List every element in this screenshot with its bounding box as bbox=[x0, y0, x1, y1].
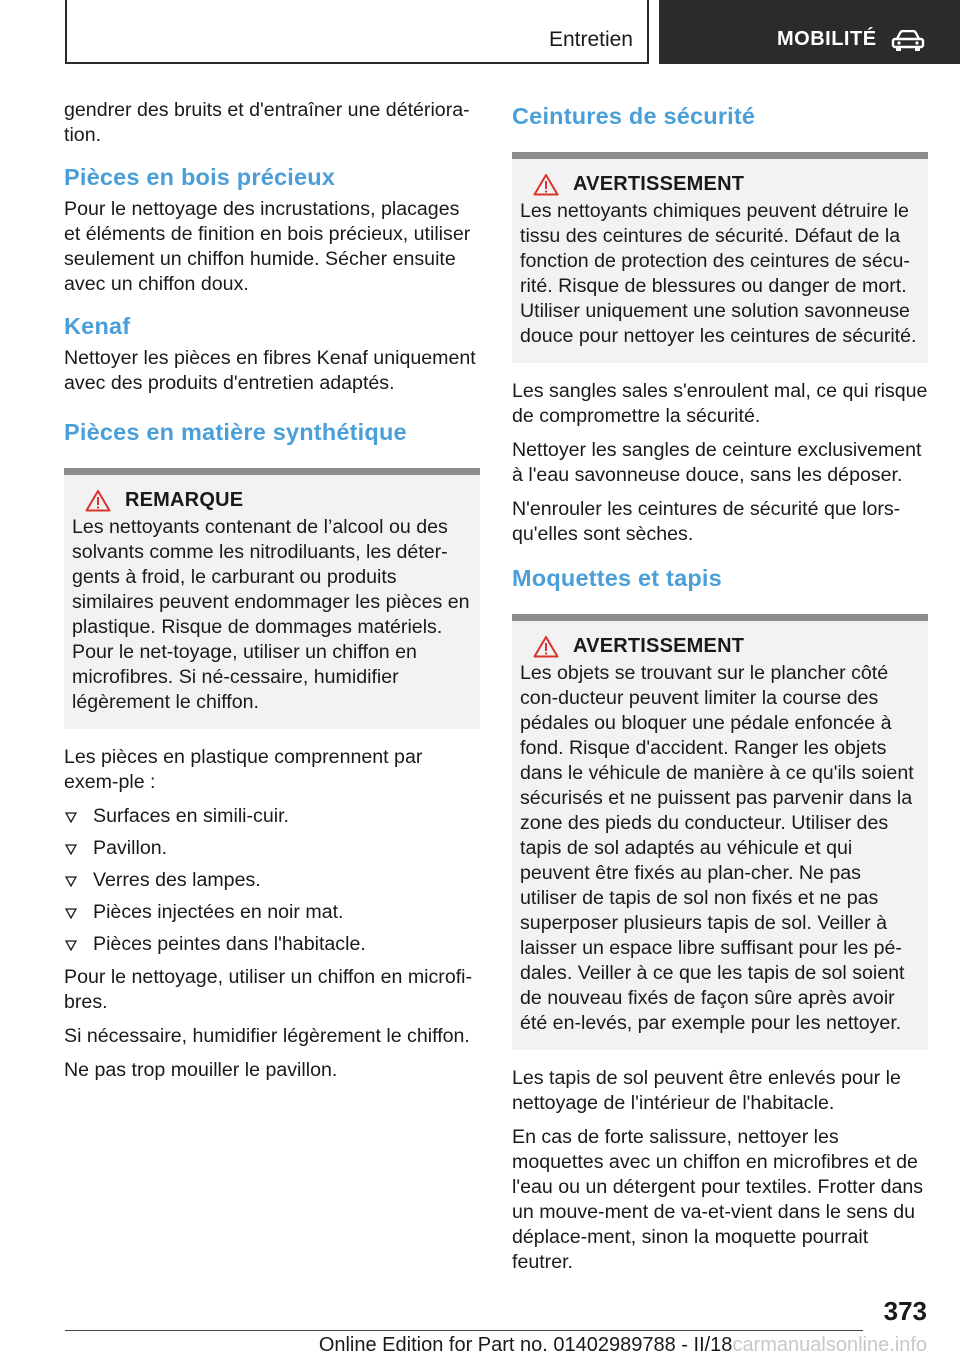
intro-paragraph: gendrer des bruits et d'entraîner une détériora-tion. bbox=[64, 99, 470, 146]
wood-heading: Pièces en bois précieux bbox=[64, 164, 336, 190]
header-chapter-title: MOBILITÉ bbox=[777, 28, 877, 50]
footer-edition bbox=[319, 1334, 927, 1357]
belts-paragraph-2: Nettoyer les sangles de ceinture exclusivement à l'eau savonneuse douce, sans les déposer. bbox=[512, 439, 922, 486]
left-column bbox=[64, 98, 480, 1092]
belts-warning-box bbox=[512, 152, 928, 363]
notice-label: REMARQUE bbox=[125, 489, 244, 511]
notice-title bbox=[72, 489, 472, 512]
list-item: Pavillon. bbox=[64, 836, 480, 861]
notice-title bbox=[520, 635, 920, 658]
warning-triangle-icon bbox=[85, 489, 111, 512]
bullet-triangle-icon bbox=[65, 876, 77, 887]
warning-label: AVERTISSEMENT bbox=[573, 635, 745, 657]
carpet-paragraph-2: En cas de forte salissure, nettoyer les moquettes avec un chiffon en microfibres et de l'eau ou un détergent pour textiles. Frotter dans un mouve-ment de va-et-vient dans le sens du déplace-ment, sinon la moquette pourrait feutrer. bbox=[512, 1126, 924, 1273]
notice-text: Les nettoyants contenant de l’alcool ou des solvants comme les nitrodiluants, les déter-gents à froid, le carburant ou produits similaires peuvent endommager les pièces en plastique. Risque de dommages matériels. Pour le net-toyage, utiliser un chiffon en microfibres. Si né-cessaire, humidifier légèrement le chiffon. bbox=[72, 516, 470, 713]
warning-triangle-icon bbox=[533, 173, 559, 196]
footer-edition-text: Online Edition for Part no. 01402989788 - II/18 bbox=[318, 1334, 733, 1356]
carpet-paragraph-1: Les tapis de sol peuvent être enlevés pour le nettoyage de l'intérieur de l'habitacle. bbox=[512, 1067, 901, 1114]
car-icon bbox=[891, 30, 925, 52]
notice-title bbox=[520, 173, 920, 196]
page-number: 373 bbox=[883, 1296, 927, 1326]
list-item: Pièces peintes dans l'habitacle. bbox=[64, 932, 480, 957]
header-section-title: Entretien bbox=[548, 28, 633, 51]
remark-notice-box bbox=[64, 468, 480, 729]
bullet-triangle-icon bbox=[65, 844, 77, 855]
bullet-triangle-icon bbox=[65, 908, 77, 919]
list-item: Pièces injectées en noir mat. bbox=[64, 900, 480, 925]
header-chapter-box bbox=[659, 0, 960, 64]
kenaf-heading: Kenaf bbox=[64, 313, 131, 339]
warning-triangle-icon bbox=[533, 635, 559, 658]
watermark: carmanualsonline.info bbox=[732, 1334, 927, 1356]
bullet-triangle-icon bbox=[65, 812, 77, 823]
carpet-warning-box bbox=[512, 614, 928, 1050]
warning-text: Les nettoyants chimiques peuvent détruire le tissu des ceintures de sécurité. Défaut de la fonction de protection des ceintures de sécu-rité. Risque de blessures ou danger de mort. Utiliser uniquement une solution savonneuse douce pour nettoyer les ceintures de sécurité. bbox=[520, 200, 917, 347]
after-paragraph-2: Si nécessaire, humidifier légèrement le chiffon. bbox=[64, 1025, 470, 1047]
kenaf-paragraph: Nettoyer les pièces en fibres Kenaf uniquement avec des produits d'entretien adaptés. bbox=[64, 347, 476, 394]
synthetic-heading: Pièces en matière synthétique bbox=[64, 419, 407, 445]
right-column bbox=[512, 98, 928, 1284]
warning-text: Les objets se trouvant sur le plancher côté con-ducteur peuvent limiter la course des pédales ou bloquer une pédale enfoncée à fond. Risque d'accident. Ranger les objets dans le véhicule de manière à ce qu'ils soient sécurisés et ne puissent pas parvenir dans la zone des pieds du conducteur. Utiliser des tapis de sol adaptés au véhicule et qui peuvent être fixés au plan-cher. Ne pas utiliser de tapis de sol non fixés et ne pas superposer plusieurs tapis de sol. Veiller à laisser un espace libre suffisant pour les pé-dales. Veiller à ce que les tapis de sol soient de nouveau fixés de façon sûre après avoir été en-levés, par exemple pour les nettoyer. bbox=[520, 662, 914, 1034]
list-item: Surfaces en simili-cuir. bbox=[64, 804, 480, 829]
warning-label: AVERTISSEMENT bbox=[573, 173, 745, 195]
after-paragraph-3: Ne pas trop mouiller le pavillon. bbox=[64, 1059, 338, 1081]
belts-paragraph-1: Les sangles sales s'enroulent mal, ce qui risque de compromettre la sécurité. bbox=[512, 380, 928, 427]
footer-divider bbox=[65, 1330, 863, 1331]
after-paragraph-1: Pour le nettoyage, utiliser un chiffon en microfi-bres. bbox=[64, 966, 473, 1013]
list-intro: Les pièces en plastique comprennent par exem-ple : bbox=[64, 746, 423, 793]
bullet-triangle-icon bbox=[65, 940, 77, 951]
header-section-box bbox=[65, 0, 649, 64]
plastic-parts-list bbox=[64, 804, 480, 957]
list-item: Verres des lampes. bbox=[64, 868, 480, 893]
carpet-heading: Moquettes et tapis bbox=[512, 565, 722, 591]
belts-heading: Ceintures de sécurité bbox=[512, 103, 756, 129]
wood-paragraph: Pour le nettoyage des incrustations, placages et éléments de finition en bois précieux, utiliser seulement un chiffon humide. Sécher ensuite avec un chiffon doux. bbox=[64, 198, 471, 295]
belts-paragraph-3: N'enrouler les ceintures de sécurité que lors-qu'elles sont sèches. bbox=[512, 498, 901, 545]
